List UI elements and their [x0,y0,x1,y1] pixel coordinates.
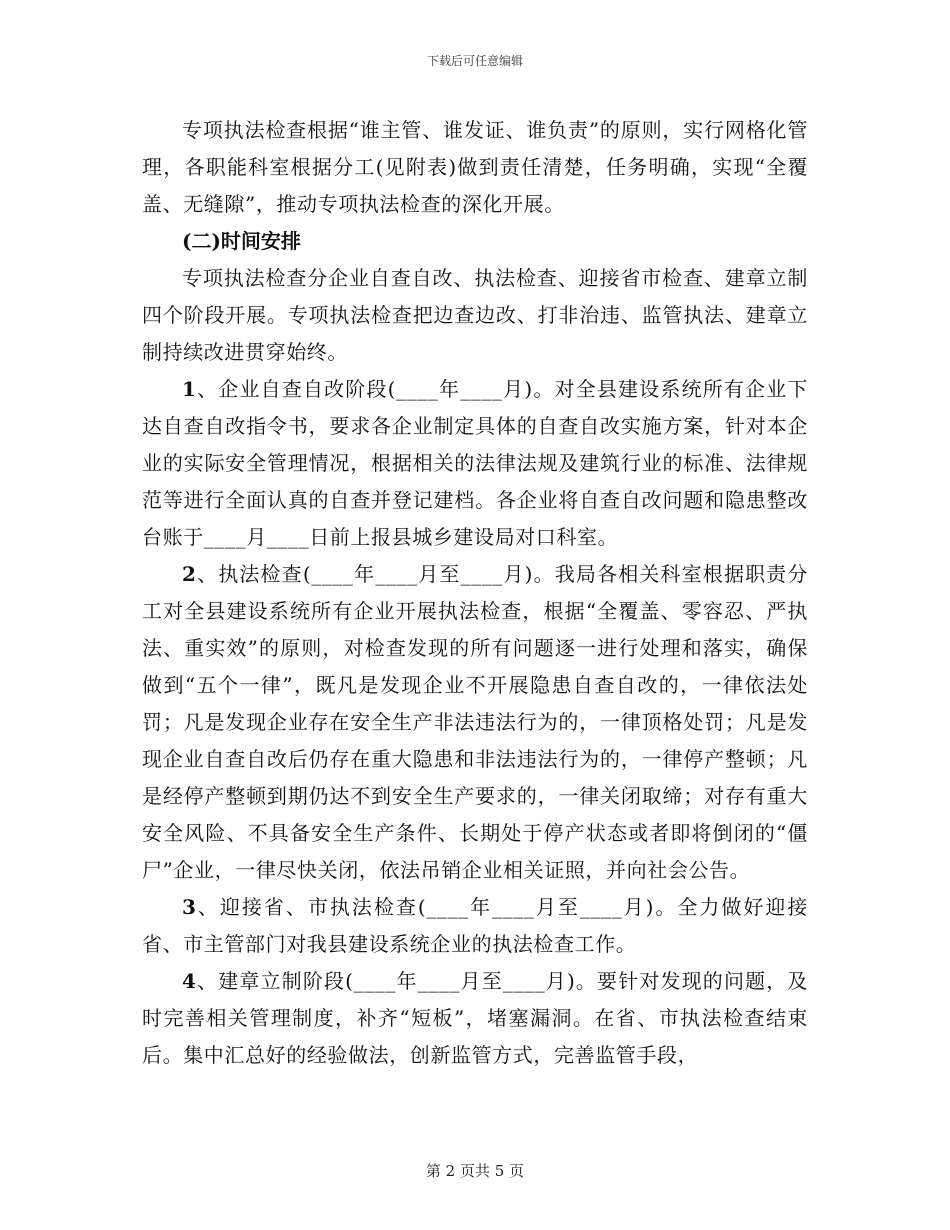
list-item-text: 、建章立制阶段(____年____月至____月)。要针对发现的问题，及时完善相关管理制度，补齐“短板”，堵塞漏洞。在省、市执法检查结束后。集中汇总好的经验做法，创新监管方式，完善监管手段， [142,969,808,1067]
page-header-note: 下载后可任意编辑 [426,54,523,68]
list-item-text: 、执法检查(____年____月至____月)。我局各相关科室根据职责分工对全县建设系统所有企业开展执法检查，根据“全覆盖、零容忍、严执法、重实效”的原则，对检查发现的所有问题逐一进行处理和落实，确保做到“五个一律”，既凡是发现企业不开展隐患自查自改的，一律依法处罚；凡是发现企业存在安全生产非法违法行为的，一律顶格处罚；凡是发现企业自查自改后仍存在重大隐患和非法违法行为的，一律停产整顿；凡是经停产整顿到期仍达不到安全生产要求的，一律关闭取缔；对存有重大安全风险、不具备安全生产条件、长期处于停产状态或者即将倒闭的“僵尸”企业，一律尽快关闭，依法吊销企业相关证照，并向社会公告。 [142,562,808,882]
paragraph-schedule-intro: 专项执法检查分企业自查自改、执法检查、迎接省市检查、建章立制四个阶段开展。专项执法检查把边查边改、打非治违、监管执法、建章立制持续改进贯穿始终。 [142,266,808,364]
list-item-number: 2 [182,562,197,586]
list-item-number: 3 [182,895,197,919]
section-heading-schedule: (二)时间安排 [182,229,301,253]
page-number-footer: 第 2 页共 5 页 [425,1162,525,1180]
list-item-text: 、迎接省、市执法检查(____年____月至____月)。全力做好迎接省、市主管部门对我县建设系统企业的执法检查工作。 [142,895,808,956]
list-item-stage-4 [142,963,808,1074]
list-item-stage-1 [142,371,808,556]
list-item-number: 1 [182,377,197,401]
paragraph-responsibility: 专项执法检查根据“谁主管、谁发证、谁负责”的原则，实行网格化管理，各职能科室根据分工(见附表)做到责任清楚，任务明确，实现“全覆盖、无缝隙”，推动专项执法检查的深化开展。 [142,118,808,216]
list-item-stage-2 [142,556,808,889]
document-body [142,112,808,1074]
list-item-text: 、企业自查自改阶段(____年____月)。对全县建设系统所有企业下达自查自改指令书，要求各企业制定具体的自查自改实施方案，针对本企业的实际安全管理情况，根据相关的法律法规及建筑行业的标准、法律规范等进行全面认真的自查并登记建档。各企业将自查自改问题和隐患整改台账于____月____日前上报县城乡建设局对口科室。 [142,377,808,549]
list-item-stage-3 [142,889,808,963]
list-item-number: 4 [182,969,197,993]
